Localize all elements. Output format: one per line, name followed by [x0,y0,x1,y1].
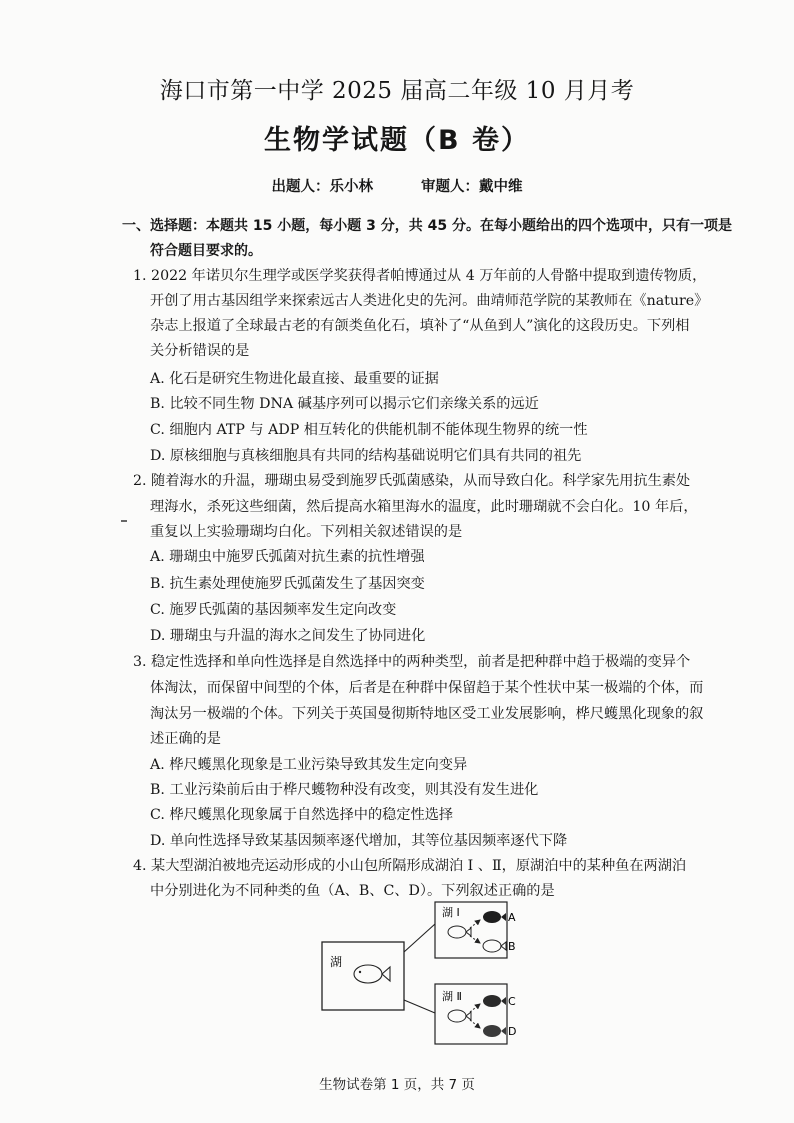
page-footer: 生物试卷第 1 页，共 7 页 [319,1077,475,1093]
q4-stem-line: 4. 某大型湖泊被地壳运动形成的小山包所隔形成湖泊 Ⅰ 、Ⅱ，原湖泊中的某种鱼在两湖泊 [133,858,687,874]
section-heading-cont: 符合题目要求的。 [150,243,262,259]
lake-two-label: 湖 Ⅱ [442,990,462,1003]
q3-stem-line: 体淘汰，而保留中间型的个体，后者是在种群中保留趋于某个性状中某一极端的个体，而 [150,680,704,696]
q3-option-a: A. 桦尺蠖黑化现象是工业污染导致其发生定向变异 [150,757,468,773]
exam-title: 海口市第一中学 2025 届高二年级 10 月月考 [159,78,635,104]
fish-icon [483,940,506,952]
q1-stem-line: 关分析错误的是 [150,343,250,359]
lake-fish-diagram [320,900,530,1050]
fish-icon [448,926,471,938]
q3-stem-line: 述正确的是 [150,731,221,747]
section-heading: 一、选择题：本题共 15 小题，每小题 3 分，共 45 分。在每小题给出的四个选项中，只有一项是 [122,218,732,234]
fish-icon [448,1010,471,1022]
q2-stem-line: 2. 随着海水的升温，珊瑚虫易受到施罗氏弧菌感染，从而导致白化。科学家先用抗生素处 [133,473,691,489]
original-lake-box [322,942,404,1010]
q3-option-d: D. 单向性选择导致某基因频率逐代增加，其等位基因频率逐代下降 [150,833,568,849]
original-lake-label: 湖 [330,955,343,969]
q1-option-b: B. 比较不同生物 DNA 碱基序列可以揭示它们亲缘关系的远近 [150,396,539,412]
q2-stem-line: 重复以上实验珊瑚均白化。下列相关叙述错误的是 [150,524,463,540]
q1-option-d: D. 原核细胞与真核细胞具有共同的结构基础说明它们具有共同的祖先 [150,448,582,464]
dark-fish-icon [483,911,506,923]
q1-option-a: A. 化石是研究生物进化最直接、最重要的证据 [150,371,439,387]
species-d-label: D [508,1025,517,1038]
q2-option-c: C. 施罗氏弧菌的基因频率发生定向改变 [150,602,397,618]
q3-option-b: B. 工业污染前后由于桦尺蠖物种没有改变，则其没有发生进化 [150,782,539,798]
q2-option-b: B. 抗生素处理使施罗氏弧菌发生了基因突变 [150,576,425,592]
author-name: 出题人：乐小林 [271,179,373,195]
q3-stem-line: 3. 稳定性选择和单向性选择是自然选择中的两种类型，前者是把种群中趋于极端的变异个 [133,654,691,670]
authors-line [0,175,794,196]
dark-fish-icon [483,1025,506,1037]
q1-stem-line: 开创了用古基因组学来探索远古人类进化史的先河。曲靖师范学院的某教师在《nature》 [150,293,709,309]
q2-stem-line: 理海水，杀死这些细菌，然后提高水箱里海水的温度，此时珊瑚就不会白化。10 年后， [150,499,698,515]
lake-one-label: 湖 Ⅰ [442,906,460,919]
scan-speck [121,520,127,522]
q1-stem-line: 1. 2022 年诺贝尔生理学或医学奖获得者帕博通过从 4 万年前的人骨骼中提取到遗传物质， [133,268,707,284]
reviewer-name: 审题人：戴中维 [421,179,523,195]
q3-stem-line: 淘汰另一极端的个体。下列关于英国曼彻斯特地区受工业发展影响，桦尺蠖黑化现象的叙 [150,706,704,722]
fish-icon [354,965,390,983]
species-a-label: A [508,911,516,924]
q4-stem-line: 中分别进化为不同种类的鱼（A、B、C、D）。下列叙述正确的是 [150,883,555,899]
q2-option-d: D. 珊瑚虫与升温的海水之间发生了协同进化 [150,628,426,644]
q2-option-a: A. 珊瑚虫中施罗氏弧菌对抗生素的抗性增强 [150,549,425,565]
q3-option-c: C. 桦尺蠖黑化现象属于自然选择中的稳定性选择 [150,807,454,823]
species-b-label: B [508,940,516,953]
species-c-label: C [508,995,516,1008]
q1-option-c: C. 细胞内 ATP 与 ADP 相互转化的供能机制不能体现生物界的统一性 [150,422,588,438]
q1-stem-line: 杂志上报道了全球最古老的有颌类鱼化石，填补了“从鱼到人”演化的这段历史。下列相 [150,318,690,334]
dark-fish-icon [483,995,506,1007]
exam-subtitle: 生物学试题（B 卷） [264,125,530,156]
